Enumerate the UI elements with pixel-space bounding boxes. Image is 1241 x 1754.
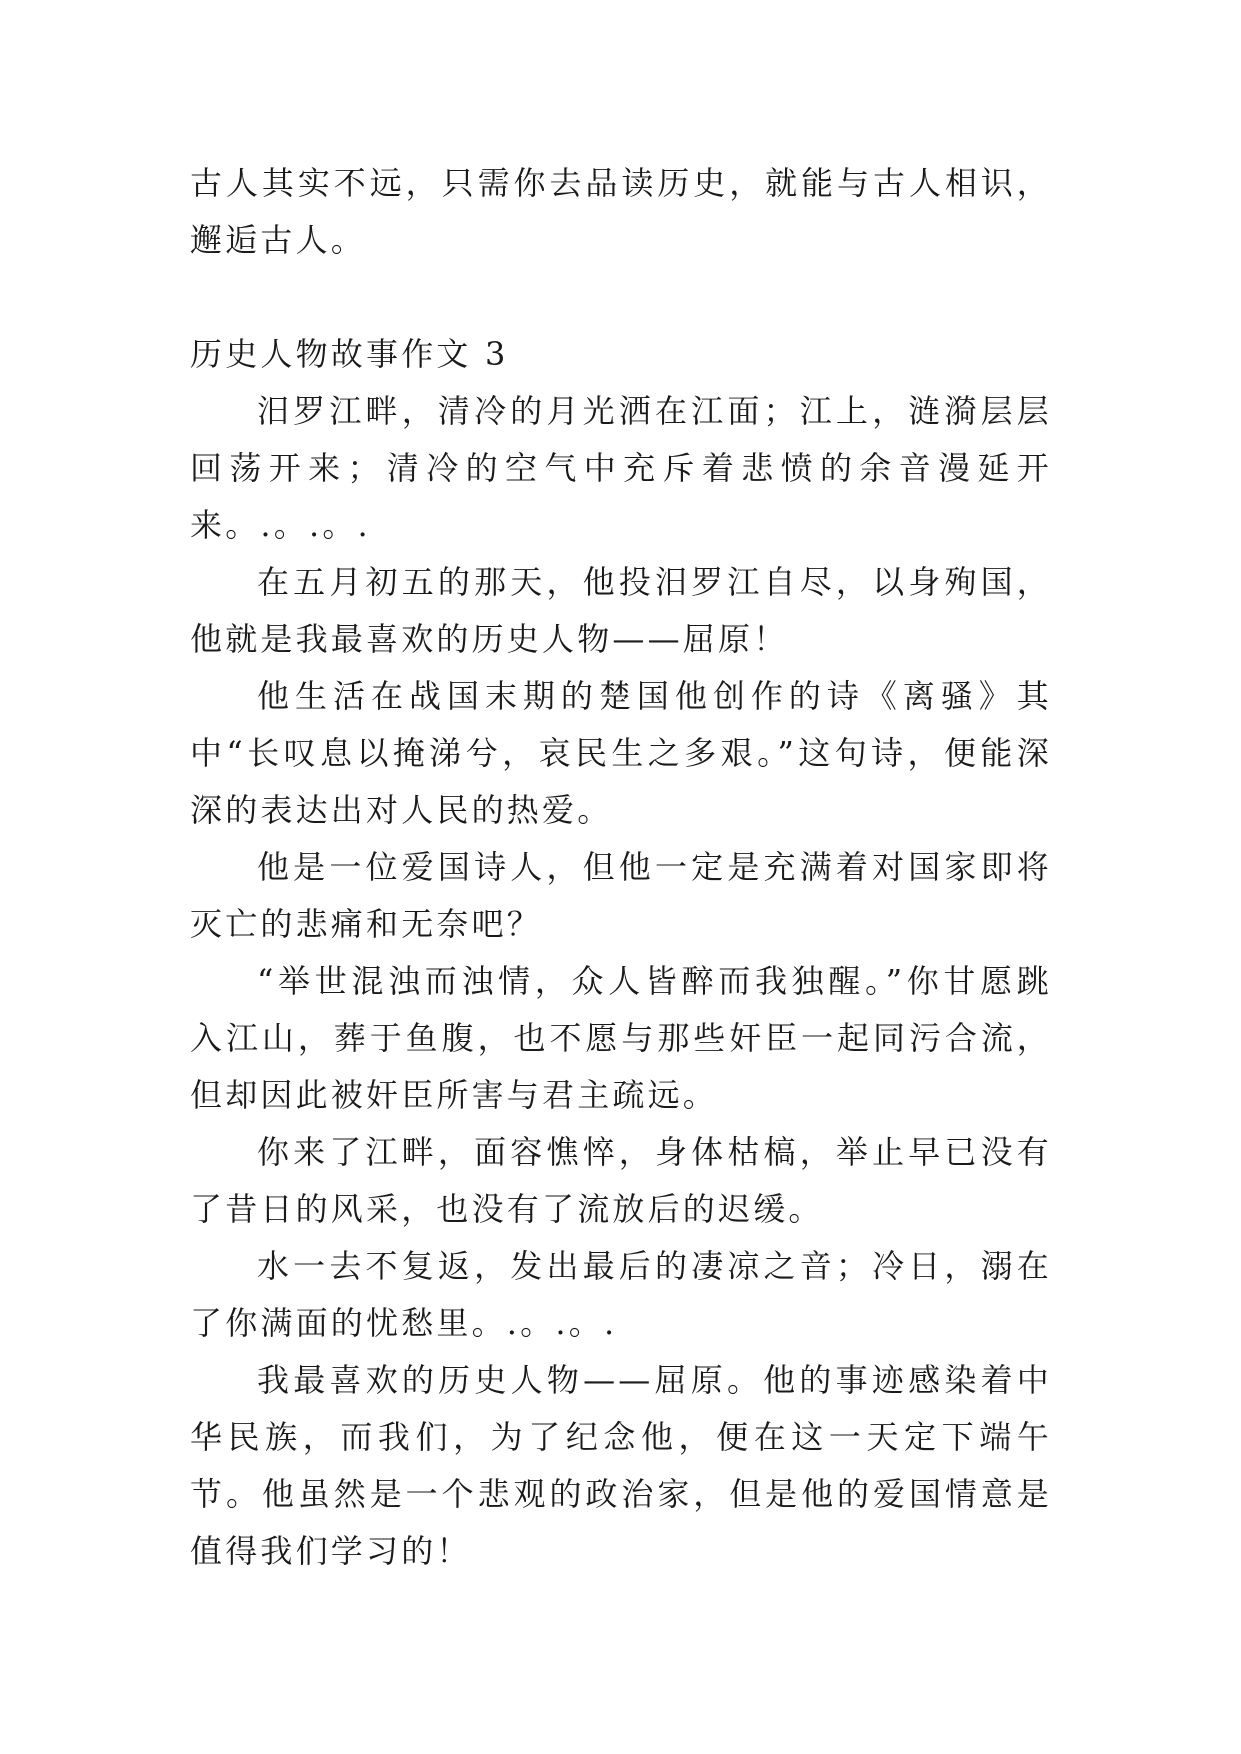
document-page bbox=[190, 155, 1052, 1580]
body-paragraph-1: 汨罗江畔，清冷的月光洒在江面；江上，涟漪层层回荡开来；清冷的空气中充斥着悲愤的余音漫延开来。.。.。. bbox=[190, 392, 1052, 544]
body-paragraph-4: 他是一位爱国诗人，但他一定是充满着对国家即将灭亡的悲痛和无奈吧？ bbox=[190, 848, 1052, 943]
section-heading: 历史人物故事作文 3 bbox=[190, 335, 509, 373]
body-paragraph-3: 他生活在战国末期的楚国他创作的诗《离骚》其中“长叹息以掩涕兮，哀民生之多艰。”这句诗，便能深深的表达出对人民的热爱。 bbox=[190, 677, 1052, 829]
body-paragraph-2: 在五月初五的那天，他投汨罗江自尽，以身殉国，他就是我最喜欢的历史人物——屈原！ bbox=[190, 563, 1052, 658]
body-paragraph-5: “举世混浊而浊情，众人皆醉而我独醒。”你甘愿跳入江山，葬于鱼腹，也不愿与那些奸臣一起同污合流，但却因此被奸臣所害与君主疏远。 bbox=[190, 962, 1052, 1114]
body-paragraph-6: 你来了江畔，面容憔悴，身体枯槁，举止早已没有了昔日的风采，也没有了流放后的迟缓。 bbox=[190, 1133, 1052, 1228]
body-paragraph-7: 水一去不复返，发出最后的凄凉之音；冷日，溺在了你满面的忧愁里。.。.。. bbox=[190, 1247, 1052, 1342]
body-paragraph-8: 我最喜欢的历史人物——屈原。他的事迹感染着中华民族，而我们，为了纪念他，便在这一天定下端午节。他虽然是一个悲观的政治家，但是他的爱国情意是值得我们学习的！ bbox=[190, 1361, 1052, 1570]
intro-paragraph: 古人其实不远，只需你去品读历史，就能与古人相识，邂逅古人。 bbox=[190, 164, 1052, 259]
section-spacer bbox=[190, 269, 1052, 326]
